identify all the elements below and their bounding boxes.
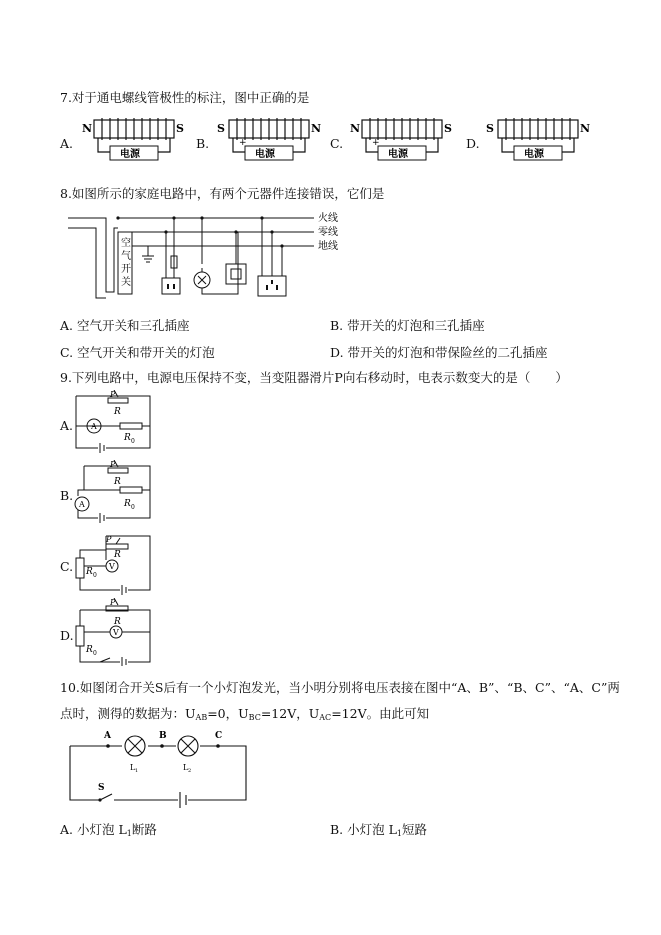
q10-text-line1: 10.如图闭合开关S后有一个小灯泡发光，当小明分别将电压表接在图中“A、B”、“B、C”、“A、C”两 (60, 680, 620, 695)
point-c-label: C (215, 731, 223, 741)
lamp-l1-sub: 1 (135, 768, 139, 774)
ammeter-icon: A (79, 500, 85, 509)
svg-text:+: + (239, 138, 247, 148)
q7-option-b-letter: B. (196, 136, 210, 151)
q7-a-right-pole: S (176, 122, 184, 135)
q9b-p-label: P (110, 460, 116, 469)
q9b-r-label: R (114, 477, 121, 487)
q9-option-b-letter: B. (60, 488, 74, 503)
q10-option-b: B. 小灯泡 $L_1$短路 (330, 822, 428, 838)
svg-text:+: + (372, 138, 380, 148)
point-a-label: A (104, 731, 111, 741)
q7-c-left-pole: N (350, 122, 361, 135)
lamp-l1-label: L (130, 763, 136, 772)
q9-option-d-diagram (70, 598, 156, 666)
q10-text-line2: 点时，测得的数据为：$U_{AB}=0$，$U_{BC}=12V$，$U_{AC}=12V$。由此可知 (60, 706, 430, 722)
q9-option-a-letter: A. (60, 418, 74, 433)
q7-option-c-diagram (348, 112, 456, 170)
q9d-p-label: P (110, 598, 116, 607)
q8-option-d: D. 带开关的灯泡和带保险丝的二孔插座 (330, 345, 548, 360)
q10-option-a: A. 小灯泡 $L_1$断路 (60, 822, 157, 838)
ammeter-icon: A (91, 422, 97, 431)
q7-c-source: 电源 (388, 149, 408, 160)
q7-b-left-pole: S (217, 122, 225, 135)
q9-option-c-diagram (70, 530, 156, 596)
q7-d-right-pole: N (580, 122, 591, 135)
lamp-l2-sub: 2 (188, 768, 192, 774)
q8-option-a: A. 空气开关和三孔插座 (60, 318, 190, 333)
q9a-r0-sub: 0 (131, 438, 135, 445)
q7-option-b-diagram (215, 112, 323, 170)
q8-text: 8.如图所示的家庭电路中，有两个元器件连接错误，它们是 (60, 186, 385, 201)
q9-text: 9.下列电路中，电源电压保持不变，当变阻器滑片P向右移动时，电表示数变大的是（ ） (60, 370, 568, 385)
q8-household-circuit-diagram (66, 206, 356, 304)
air-switch-char-2: 气 (121, 251, 131, 262)
voltmeter-icon: V (113, 628, 119, 637)
q7-c-right-pole: S (444, 122, 452, 135)
switch-s-label: S (98, 783, 105, 793)
q9-option-d-letter: D. (60, 628, 74, 643)
q7-a-source: 电源 (120, 149, 140, 160)
q8-option-b: B. 带开关的灯泡和三孔插座 (330, 318, 485, 333)
q9c-r-label: R (114, 550, 121, 560)
q8-option-c: C. 空气开关和带开关的灯泡 (60, 345, 215, 360)
q7-option-d-diagram (484, 112, 592, 170)
air-switch-char-1: 空 (121, 238, 131, 249)
live-wire-label: 火线 (318, 213, 338, 224)
q9b-r0-sub: 0 (131, 504, 135, 511)
q7-option-a-letter: A. (60, 136, 74, 151)
q9c-r0-label: R (86, 567, 93, 577)
q10-circuit-diagram (66, 728, 256, 810)
q7-a-left-pole: N (82, 122, 93, 135)
q9a-p-label: P (110, 390, 116, 399)
q7-d-left-pole: S (486, 122, 494, 135)
q9c-r0-sub: 0 (93, 572, 97, 579)
q9-option-a-diagram (70, 390, 156, 454)
q9a-r-label: R (114, 407, 121, 417)
q9c-p-label: P (106, 535, 112, 544)
q7-text: 7.对于通电螺线管极性的标注，图中正确的是 (60, 90, 310, 105)
q7-option-c-letter: C. (330, 136, 344, 151)
air-switch-char-4: 关 (121, 277, 131, 288)
point-b-label: B (159, 731, 167, 741)
q7-option-d-letter: D. (466, 136, 480, 151)
q9d-r-label: R (114, 617, 121, 627)
air-switch-char-3: 开 (121, 264, 131, 275)
q7-d-source: 电源 (524, 149, 544, 160)
ground-wire-label: 地线 (318, 241, 338, 252)
q9a-r0-label: R (124, 433, 131, 443)
q7-b-source: 电源 (255, 149, 275, 160)
q9d-r0-label: R (86, 645, 93, 655)
q7-b-right-pole: N (311, 122, 322, 135)
neutral-wire-label: 零线 (318, 227, 338, 238)
q9d-r0-sub: 0 (93, 650, 97, 657)
q9b-r0-label: R (124, 499, 131, 509)
q9-option-c-letter: C. (60, 559, 74, 574)
q9-option-b-diagram (70, 460, 156, 524)
voltmeter-icon: V (109, 562, 115, 571)
lamp-l2-label: L (183, 763, 189, 772)
q7-option-a-diagram (80, 112, 188, 170)
